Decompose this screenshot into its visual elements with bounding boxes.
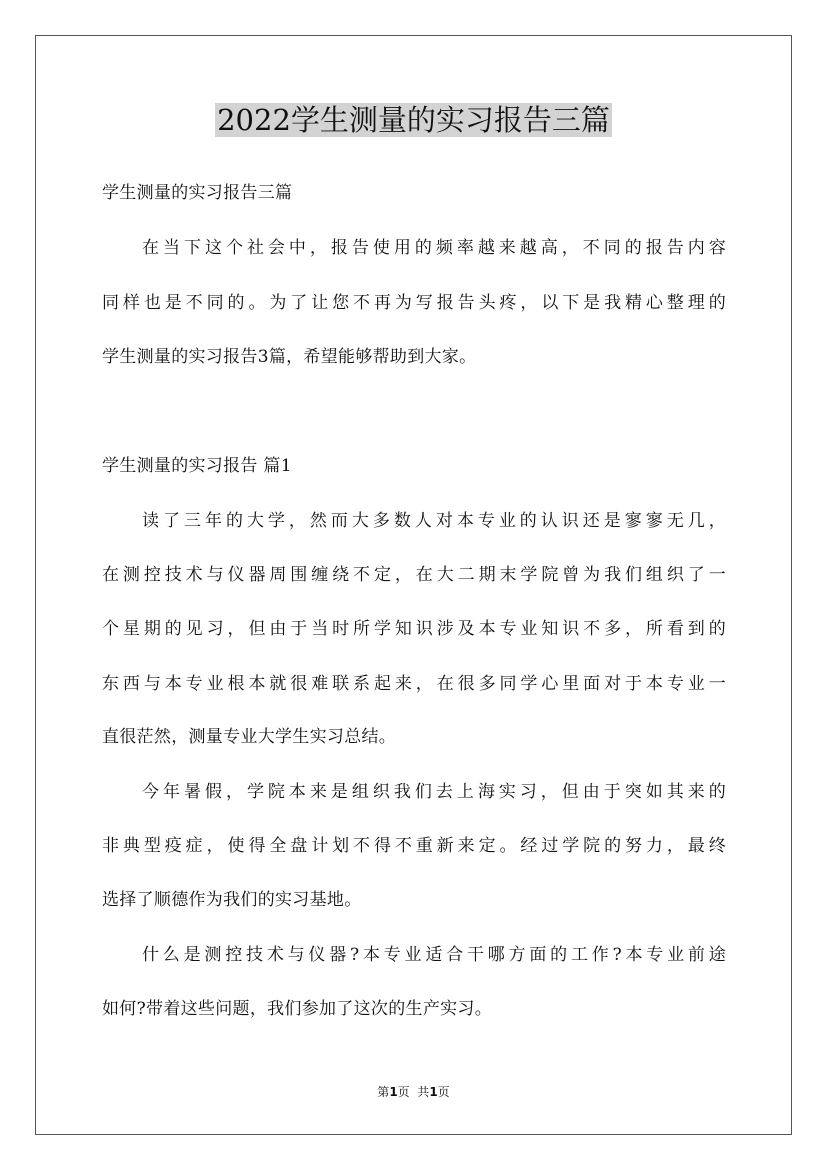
subtitle: 学生测量的实习报告三篇 bbox=[102, 183, 293, 203]
para2-line-3: 选择了顺德作为我们的实习基地。 bbox=[102, 890, 362, 910]
para1-line-1: 读了三年的大学，然而大多数人对本专业的认识还是寥寥无几， bbox=[142, 511, 726, 531]
para3-line-2: 如何?带着这些问题，我们参加了这次的生产实习。 bbox=[102, 999, 493, 1019]
section-heading: 学生测量的实习报告 篇1 bbox=[102, 456, 292, 476]
intro-line-2: 同样也是不同的。为了让您不再为写报告头疼，以下是我精心整理的 bbox=[102, 293, 726, 313]
page-footer bbox=[0, 1082, 827, 1102]
document-title bbox=[0, 100, 827, 140]
para1-line-4: 东西与本专业根本就很难联系起来，在很多同学心里面对于本专业一 bbox=[102, 674, 726, 694]
para2-line-2: 非典型疫症，使得全盘计划不得不重新来定。经过学院的努力，最终 bbox=[102, 836, 726, 856]
footer-total-pages: 1 bbox=[429, 1085, 438, 1099]
intro-line-1: 在当下这个社会中，报告使用的频率越来越高，不同的报告内容 bbox=[142, 238, 726, 258]
footer-mid: 页 共 bbox=[397, 1085, 430, 1099]
para1-line-3: 个星期的见习，但由于当时所学知识涉及本专业知识不多，所看到的 bbox=[102, 619, 726, 639]
para1-line-2: 在测控技术与仪器周围缠绕不定，在大二期末学院曾为我们组织了一 bbox=[102, 565, 726, 585]
footer-prefix: 第 bbox=[377, 1085, 390, 1099]
footer-suffix: 页 bbox=[437, 1085, 450, 1099]
para2-line-1: 今年暑假，学院本来是组织我们去上海实习，但由于突如其来的 bbox=[142, 782, 726, 802]
para1-line-5: 直很茫然，测量专业大学生实习总结。 bbox=[102, 727, 397, 747]
footer-page-number: 1 bbox=[389, 1085, 398, 1099]
document-title-text: 2022学生测量的实习报告三篇 bbox=[217, 103, 610, 137]
intro-line-3: 学生测量的实习报告3篇，希望能够帮助到大家。 bbox=[102, 347, 477, 367]
para3-line-1: 什么是测控技术与仪器?本专业适合干哪方面的工作?本专业前途 bbox=[142, 945, 726, 965]
